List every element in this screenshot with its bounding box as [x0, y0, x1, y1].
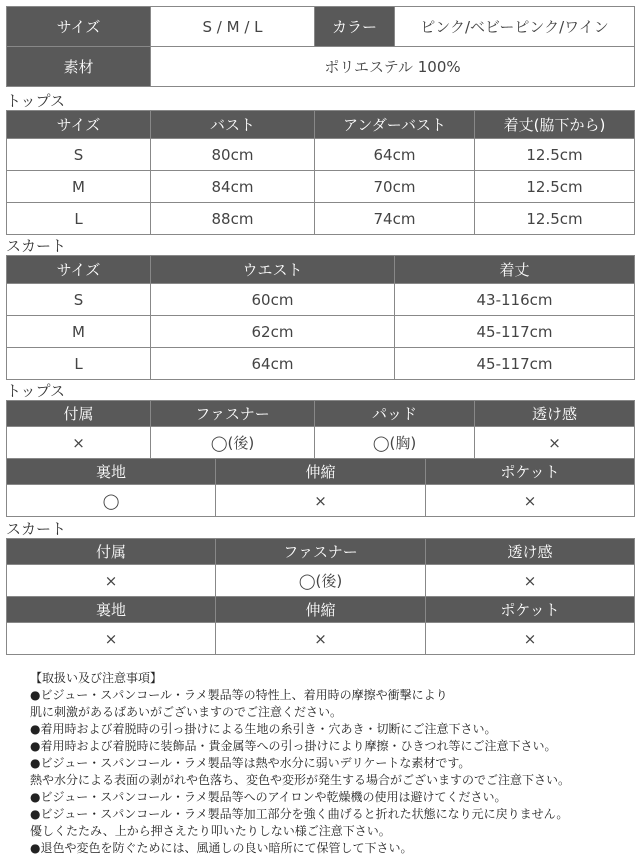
table-row: [7, 565, 635, 597]
table-cell: 12.5cm: [475, 203, 635, 235]
table-cell: 45-117cm: [395, 348, 635, 380]
table-cell: 60cm: [151, 284, 395, 316]
table-cell: 62cm: [151, 316, 395, 348]
care-notes: [30, 670, 630, 857]
table-header: サイズ: [7, 111, 151, 139]
table-cell: ◯: [7, 485, 216, 517]
note-line: 肌に刺激があるばあいがございますのでご注意ください。: [30, 705, 343, 719]
note-line: ●ビジュー・スパンコール・ラメ製品等の特性上、着用時の摩擦や衝撃により: [30, 688, 448, 702]
table-row: [7, 171, 635, 203]
tops-detail-table-2: [6, 458, 635, 517]
table-header: 付属: [7, 539, 216, 565]
table-header: ウエスト: [151, 256, 395, 284]
note-line: ●着用時および着脱時の引っ掛けによる生地の糸引き・穴あき・切断にご注意下さい。: [30, 722, 497, 736]
material-value: ポリエステル 100%: [151, 47, 635, 87]
note-line: ●ビジュー・スパンコール・ラメ製品等へのアイロンや乾燥機の使用は避けてください。: [30, 790, 507, 804]
table-header: ポケット: [426, 597, 635, 623]
skirt-size-caption: スカート: [6, 237, 67, 255]
table-cell: 43-116cm: [395, 284, 635, 316]
table-row: [7, 316, 635, 348]
table-cell: ◯(胸): [315, 427, 475, 459]
table-header: 着丈: [395, 256, 635, 284]
table-header: ファスナー: [216, 539, 426, 565]
table-row: [7, 427, 635, 459]
table-header: バスト: [151, 111, 315, 139]
table-cell: ×: [7, 623, 216, 655]
color-label: カラー: [315, 7, 395, 47]
table-cell: 64cm: [315, 139, 475, 171]
note-line: ●ビジュー・スパンコール・ラメ製品等は熱や水分に弱いデリケートな素材です。: [30, 756, 471, 770]
table-cell: ×: [216, 623, 426, 655]
note-line: ●ビジュー・スパンコール・ラメ製品等加工部分を強く曲げると折れた状態になり元に戻りません。: [30, 807, 569, 821]
table-header: 裏地: [7, 459, 216, 485]
tops-detail-table-1: [6, 400, 635, 459]
table-cell: 12.5cm: [475, 171, 635, 203]
table-cell: S: [7, 139, 151, 171]
table-header: 伸縮: [216, 597, 426, 623]
skirt-detail-table-1: [6, 538, 635, 597]
notes-heading: 【取扱い及び注意事項】: [30, 671, 163, 685]
table-cell: ×: [7, 565, 216, 597]
size-label: サイズ: [7, 7, 151, 47]
table-row: [7, 203, 635, 235]
table-header: 着丈(脇下から): [475, 111, 635, 139]
table-cell: ×: [426, 623, 635, 655]
color-value: ピンク/ベビーピンク/ワイン: [395, 7, 635, 47]
table-row: [7, 485, 635, 517]
table-cell: ×: [216, 485, 426, 517]
table-header: アンダーバスト: [315, 111, 475, 139]
table-cell: 12.5cm: [475, 139, 635, 171]
table-cell: M: [7, 171, 151, 203]
table-cell: 74cm: [315, 203, 475, 235]
table-header: ファスナー: [151, 401, 315, 427]
size-value: S / M / L: [151, 7, 315, 47]
table-cell: ×: [426, 565, 635, 597]
tops-size-table: [6, 110, 635, 235]
table-header: 伸縮: [216, 459, 426, 485]
skirt-detail-table-2: [6, 596, 635, 655]
table-cell: ◯(後): [216, 565, 426, 597]
table-header: ポケット: [426, 459, 635, 485]
table-cell: 64cm: [151, 348, 395, 380]
table-header: サイズ: [7, 256, 151, 284]
table-cell: ×: [7, 427, 151, 459]
tops-detail-caption: トップス: [6, 382, 65, 400]
table-row: [7, 623, 635, 655]
skirt-size-table: [6, 255, 635, 380]
table-cell: ×: [426, 485, 635, 517]
table-cell: 45-117cm: [395, 316, 635, 348]
table-row: [7, 348, 635, 380]
table-cell: L: [7, 203, 151, 235]
table-cell: 70cm: [315, 171, 475, 203]
table-cell: ×: [475, 427, 635, 459]
table-header: パッド: [315, 401, 475, 427]
table-row: [7, 284, 635, 316]
note-line: ●退色や変色を防ぐためには、風通しの良い暗所にて保管して下さい。: [30, 841, 413, 855]
note-line: 熱や水分による表面の剥がれや色落ち、変色や変形が発生する場合がございますのでご注意下さい。: [30, 773, 571, 787]
note-line: 優しくたたみ、上から押さえたり叩いたりしない様ご注意下さい。: [30, 824, 391, 838]
table-cell: 80cm: [151, 139, 315, 171]
table-cell: L: [7, 348, 151, 380]
summary-table: [6, 6, 635, 87]
table-cell: ◯(後): [151, 427, 315, 459]
table-cell: 84cm: [151, 171, 315, 203]
table-header: 透け感: [426, 539, 635, 565]
note-line: ●着用時および着脱時に装飾品・貴金属等への引っ掛けにより摩擦・ひきつれ等にご注意下さい。: [30, 739, 557, 753]
tops-size-caption: トップス: [6, 92, 65, 110]
table-row: [7, 139, 635, 171]
material-label: 素材: [7, 47, 151, 87]
table-header: 透け感: [475, 401, 635, 427]
table-cell: S: [7, 284, 151, 316]
table-cell: 88cm: [151, 203, 315, 235]
skirt-detail-caption: スカート: [6, 520, 67, 538]
table-header: 付属: [7, 401, 151, 427]
table-header: 裏地: [7, 597, 216, 623]
table-cell: M: [7, 316, 151, 348]
